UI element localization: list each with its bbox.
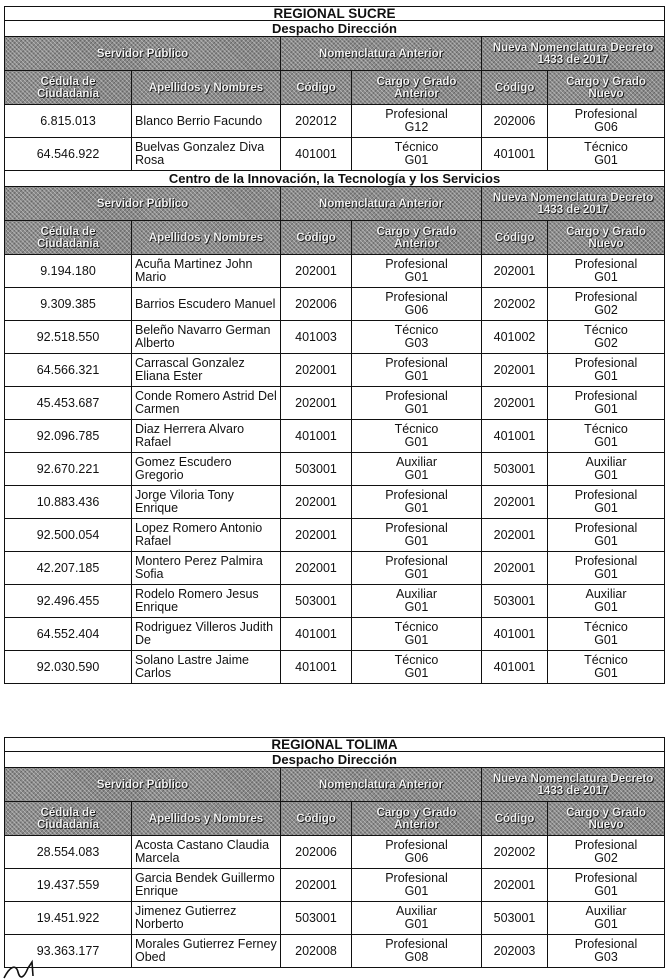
nombre-cell: Blanco Berrio Facundo	[132, 105, 281, 138]
cedula-cell: 28.554.083	[5, 836, 132, 869]
codigo-nuevo-cell: 401002	[482, 321, 548, 354]
header-codigo-anterior: Código	[281, 802, 352, 836]
cargo-anterior-cell	[352, 453, 482, 486]
nombre-cell: Carrascal Gonzalez Eliana Ester	[132, 354, 281, 387]
codigo-anterior-cell: 401001	[281, 420, 352, 453]
cargo-anterior: Auxiliar	[396, 587, 437, 601]
nombre-cell: Garcia Bendek Guillermo Enrique	[132, 869, 281, 902]
cedula-cell: 93.363.177	[5, 935, 132, 968]
codigo-nuevo-cell: 401001	[482, 618, 548, 651]
header-codigo-nuevo: Código	[482, 71, 548, 105]
header-servidor-publico: Servidor Público	[5, 37, 281, 71]
grado-nuevo: G01	[594, 435, 618, 449]
grado-anterior: G01	[404, 567, 429, 581]
nombre-cell: Acuña Martinez John Mario	[132, 255, 281, 288]
grado-nuevo: G06	[594, 120, 618, 134]
grado-nuevo: G02	[594, 851, 618, 865]
header-apellidos-nombres: Apellidos y Nombres	[132, 802, 281, 836]
codigo-nuevo-cell: 202003	[482, 935, 548, 968]
nombre-cell: Diaz Herrera Alvaro Rafael	[132, 420, 281, 453]
codigo-anterior-cell: 202001	[281, 255, 352, 288]
section-title: Despacho Dirección	[5, 752, 665, 768]
cargo-anterior-cell	[352, 138, 482, 171]
nombre-cell: Montero Perez Palmira Sofia	[132, 552, 281, 585]
grado-nuevo: G01	[594, 917, 618, 931]
grado-anterior: G01	[404, 402, 429, 416]
cargo-nuevo: Profesional	[574, 937, 638, 951]
cargo-anterior: Técnico	[394, 140, 439, 154]
cargo-anterior: Técnico	[394, 653, 439, 667]
cargo-nuevo: Profesional	[574, 554, 638, 568]
cedula-cell: 19.437.559	[5, 869, 132, 902]
header-codigo-anterior: Código	[281, 221, 352, 255]
codigo-anterior-cell: 202012	[281, 105, 352, 138]
table-row	[5, 453, 665, 486]
grado-anterior: G01	[404, 666, 429, 680]
header-servidor-publico: Servidor Público	[5, 187, 281, 221]
cargo-anterior-cell	[352, 255, 482, 288]
header-cedula: Cédula de Ciudadanía	[5, 71, 132, 105]
grado-anterior: G01	[404, 600, 429, 614]
header-codigo-nuevo: Código	[482, 221, 548, 255]
nombre-cell: Conde Romero Astrid Del Carmen	[132, 387, 281, 420]
grado-nuevo: G01	[594, 567, 618, 581]
cargo-nuevo: Profesional	[574, 290, 638, 304]
header-row-columns	[5, 802, 665, 836]
grado-nuevo: G01	[594, 468, 618, 482]
cargo-nuevo-cell	[548, 519, 665, 552]
cargo-nuevo-cell	[548, 935, 665, 968]
header-nomenclatura-anterior: Nomenclatura Anterior	[281, 768, 482, 802]
cargo-nuevo-cell	[548, 651, 665, 684]
cargo-anterior: Profesional	[385, 389, 448, 403]
cargo-anterior-cell	[352, 105, 482, 138]
table-row	[5, 585, 665, 618]
cedula-cell: 10.883.436	[5, 486, 132, 519]
cargo-anterior-cell	[352, 902, 482, 935]
cargo-nuevo-cell	[548, 354, 665, 387]
codigo-anterior-cell: 202001	[281, 387, 352, 420]
cargo-anterior: Profesional	[385, 257, 448, 271]
grado-anterior: G08	[404, 950, 429, 964]
cargo-nuevo: Profesional	[574, 838, 638, 852]
codigo-nuevo-cell: 202001	[482, 869, 548, 902]
cedula-cell: 92.030.590	[5, 651, 132, 684]
header-nueva-nomenclatura: Nueva Nomenclatura Decreto 1433 de 2017	[482, 37, 665, 71]
cargo-nuevo: Profesional	[574, 521, 638, 535]
codigo-nuevo-cell: 401001	[482, 420, 548, 453]
codigo-anterior-cell: 202006	[281, 836, 352, 869]
codigo-anterior-cell: 202008	[281, 935, 352, 968]
table-row	[5, 105, 665, 138]
cargo-nuevo-cell	[548, 453, 665, 486]
nombre-cell: Rodelo Romero Jesus Enrique	[132, 585, 281, 618]
cargo-nuevo-cell	[548, 902, 665, 935]
table-row	[5, 618, 665, 651]
cargo-anterior: Auxiliar	[396, 455, 437, 469]
cargo-anterior: Técnico	[394, 323, 439, 337]
header-nueva-nomenclatura: Nueva Nomenclatura Decreto 1433 de 2017	[482, 187, 665, 221]
cargo-nuevo: Profesional	[574, 488, 638, 502]
codigo-nuevo-cell: 202001	[482, 552, 548, 585]
cargo-anterior: Profesional	[385, 290, 448, 304]
cargo-nuevo-cell	[548, 420, 665, 453]
nombre-cell: Lopez Romero Antonio Rafael	[132, 519, 281, 552]
cedula-cell: 9.309.385	[5, 288, 132, 321]
table-row	[5, 321, 665, 354]
codigo-nuevo-cell: 503001	[482, 453, 548, 486]
grado-nuevo: G01	[594, 153, 618, 167]
cargo-nuevo: Profesional	[574, 107, 638, 121]
cargo-nuevo: Profesional	[574, 257, 638, 271]
codigo-anterior-cell: 202001	[281, 869, 352, 902]
grado-nuevo: G01	[594, 884, 618, 898]
cargo-anterior: Profesional	[385, 871, 448, 885]
table-row	[5, 869, 665, 902]
header-nueva-nomenclatura: Nueva Nomenclatura Decreto 1433 de 2017	[482, 768, 665, 802]
cargo-anterior-cell	[352, 519, 482, 552]
header-cargo-grado-nuevo: Cargo y Grado Nuevo	[548, 71, 665, 105]
codigo-anterior-cell: 401001	[281, 138, 352, 171]
cargo-nuevo: Auxiliar	[585, 904, 627, 918]
codigo-nuevo-cell: 202002	[482, 836, 548, 869]
header-servidor-publico: Servidor Público	[5, 768, 281, 802]
grado-anterior: G01	[404, 369, 429, 383]
grado-anterior: G03	[404, 336, 429, 350]
codigo-anterior-cell: 202001	[281, 354, 352, 387]
cargo-anterior-cell	[352, 935, 482, 968]
grado-nuevo: G01	[594, 501, 618, 515]
codigo-anterior-cell: 202001	[281, 552, 352, 585]
grado-nuevo: G03	[594, 950, 618, 964]
codigo-anterior-cell: 503001	[281, 902, 352, 935]
grado-anterior: G06	[404, 851, 429, 865]
cargo-anterior: Profesional	[385, 356, 448, 370]
section-row	[5, 21, 665, 37]
grado-anterior: G01	[404, 633, 429, 647]
header-codigo-anterior: Código	[281, 71, 352, 105]
header-cedula: Cédula de Ciudadanía	[5, 221, 132, 255]
cargo-anterior: Técnico	[394, 422, 439, 436]
cargo-nuevo: Auxiliar	[585, 587, 627, 601]
cargo-anterior-cell	[352, 420, 482, 453]
cargo-anterior-cell	[352, 321, 482, 354]
grado-anterior: G01	[404, 435, 429, 449]
nombre-cell: Jimenez Gutierrez Norberto	[132, 902, 281, 935]
header-row-top	[5, 768, 665, 802]
table-row	[5, 138, 665, 171]
header-cargo-grado-anterior: Cargo y Grado Anterior	[352, 221, 482, 255]
nombre-cell: Morales Gutierrez Ferney Obed	[132, 935, 281, 968]
header-cargo-grado-anterior: Cargo y Grado Anterior	[352, 802, 482, 836]
codigo-nuevo-cell: 401001	[482, 651, 548, 684]
cargo-nuevo-cell	[548, 387, 665, 420]
codigo-anterior-cell: 202006	[281, 288, 352, 321]
cargo-anterior: Técnico	[394, 620, 439, 634]
nombre-cell: Barrios Escudero Manuel	[132, 288, 281, 321]
header-cargo-grado-anterior: Cargo y Grado Anterior	[352, 71, 482, 105]
regional-sucre-table	[4, 6, 665, 684]
nombre-cell: Acosta Castano Claudia Marcela	[132, 836, 281, 869]
codigo-nuevo-cell: 401001	[482, 138, 548, 171]
nombre-cell: Rodriguez Villeros Judith De	[132, 618, 281, 651]
cargo-anterior-cell	[352, 836, 482, 869]
codigo-nuevo-cell: 202006	[482, 105, 548, 138]
header-cargo-grado-nuevo: Cargo y Grado Nuevo	[548, 221, 665, 255]
cedula-cell: 92.096.785	[5, 420, 132, 453]
cargo-nuevo: Técnico	[584, 653, 628, 667]
grado-anterior: G01	[404, 468, 429, 482]
codigo-nuevo-cell: 202001	[482, 387, 548, 420]
section-title: Despacho Dirección	[5, 21, 665, 37]
cargo-anterior-cell	[352, 618, 482, 651]
codigo-anterior-cell: 401003	[281, 321, 352, 354]
cargo-nuevo-cell	[548, 321, 665, 354]
regional-title: REGIONAL TOLIMA	[5, 738, 665, 752]
cargo-nuevo-cell	[548, 585, 665, 618]
grado-nuevo: G02	[594, 303, 618, 317]
header-codigo-nuevo: Código	[482, 802, 548, 836]
grado-anterior: G01	[404, 534, 429, 548]
header-apellidos-nombres: Apellidos y Nombres	[132, 221, 281, 255]
table-row	[5, 519, 665, 552]
signature-mark	[2, 958, 62, 980]
codigo-nuevo-cell: 202001	[482, 255, 548, 288]
cargo-anterior-cell	[352, 288, 482, 321]
cargo-nuevo-cell	[548, 836, 665, 869]
cargo-anterior-cell	[352, 585, 482, 618]
cargo-anterior: Profesional	[385, 107, 448, 121]
cargo-nuevo: Profesional	[574, 389, 638, 403]
table-row	[5, 836, 665, 869]
regional-title: REGIONAL SUCRE	[5, 7, 665, 21]
cargo-anterior-cell	[352, 387, 482, 420]
cedula-cell: 92.518.550	[5, 321, 132, 354]
nombre-cell: Solano Lastre Jaime Carlos	[132, 651, 281, 684]
grado-nuevo: G01	[594, 270, 618, 284]
cargo-nuevo: Técnico	[584, 323, 628, 337]
header-row-top	[5, 187, 665, 221]
cedula-cell: 6.815.013	[5, 105, 132, 138]
header-row-columns	[5, 71, 665, 105]
header-row-top	[5, 37, 665, 71]
codigo-anterior-cell: 202001	[281, 486, 352, 519]
grado-anterior: G01	[404, 917, 429, 931]
nombre-cell: Buelvas Gonzalez Diva Rosa	[132, 138, 281, 171]
grado-nuevo: G01	[594, 600, 618, 614]
table-row	[5, 902, 665, 935]
grado-anterior: G01	[404, 884, 429, 898]
codigo-nuevo-cell: 503001	[482, 585, 548, 618]
table-row	[5, 486, 665, 519]
codigo-nuevo-cell: 202001	[482, 354, 548, 387]
table-row	[5, 354, 665, 387]
cargo-anterior: Profesional	[385, 554, 448, 568]
table-row	[5, 552, 665, 585]
cedula-cell: 92.670.221	[5, 453, 132, 486]
cargo-anterior: Auxiliar	[396, 904, 437, 918]
cargo-nuevo-cell	[548, 486, 665, 519]
cargo-nuevo: Técnico	[584, 422, 628, 436]
cargo-anterior-cell	[352, 552, 482, 585]
grado-nuevo: G01	[594, 402, 618, 416]
cedula-cell: 19.451.922	[5, 902, 132, 935]
grado-anterior: G12	[404, 120, 429, 134]
cedula-cell: 64.546.922	[5, 138, 132, 171]
cargo-nuevo: Técnico	[584, 620, 628, 634]
cedula-cell: 42.207.185	[5, 552, 132, 585]
grado-anterior: G01	[404, 501, 429, 515]
cedula-cell: 92.496.455	[5, 585, 132, 618]
cargo-nuevo-cell	[548, 255, 665, 288]
cedula-cell: 9.194.180	[5, 255, 132, 288]
nombre-cell: Beleño Navarro German Alberto	[132, 321, 281, 354]
cargo-nuevo-cell	[548, 138, 665, 171]
table-row	[5, 935, 665, 968]
title-row	[5, 7, 665, 21]
grado-nuevo: G01	[594, 534, 618, 548]
codigo-anterior-cell: 503001	[281, 585, 352, 618]
cargo-anterior-cell	[352, 869, 482, 902]
cargo-anterior: Profesional	[385, 937, 448, 951]
codigo-anterior-cell: 401001	[281, 618, 352, 651]
codigo-anterior-cell: 503001	[281, 453, 352, 486]
cargo-anterior: Profesional	[385, 521, 448, 535]
cedula-cell: 92.500.054	[5, 519, 132, 552]
table-row	[5, 387, 665, 420]
regional-tolima-table	[4, 737, 665, 968]
header-nomenclatura-anterior: Nomenclatura Anterior	[281, 37, 482, 71]
header-row-columns	[5, 221, 665, 255]
grado-anterior: G01	[404, 153, 429, 167]
grado-nuevo: G01	[594, 633, 618, 647]
cargo-anterior: Profesional	[385, 838, 448, 852]
cargo-anterior-cell	[352, 354, 482, 387]
nombre-cell: Jorge Viloria Tony Enrique	[132, 486, 281, 519]
cargo-nuevo: Auxiliar	[585, 455, 627, 469]
table-row	[5, 651, 665, 684]
nombre-cell: Gomez Escudero Gregorio	[132, 453, 281, 486]
codigo-nuevo-cell: 503001	[482, 902, 548, 935]
table-row	[5, 288, 665, 321]
header-cedula: Cédula de Ciudadanía	[5, 802, 132, 836]
grado-anterior: G06	[404, 303, 429, 317]
table-row	[5, 255, 665, 288]
cargo-anterior: Profesional	[385, 488, 448, 502]
cargo-nuevo-cell	[548, 618, 665, 651]
cargo-anterior-cell	[352, 651, 482, 684]
grado-nuevo: G02	[594, 336, 618, 350]
cedula-cell: 64.566.321	[5, 354, 132, 387]
cargo-nuevo: Profesional	[574, 871, 638, 885]
cargo-nuevo-cell	[548, 288, 665, 321]
grado-nuevo: G01	[594, 666, 618, 680]
cargo-nuevo-cell	[548, 105, 665, 138]
grado-nuevo: G01	[594, 369, 618, 383]
cargo-anterior-cell	[352, 486, 482, 519]
codigo-anterior-cell: 202001	[281, 519, 352, 552]
cargo-nuevo-cell	[548, 869, 665, 902]
codigo-nuevo-cell: 202001	[482, 519, 548, 552]
header-apellidos-nombres: Apellidos y Nombres	[132, 71, 281, 105]
cargo-nuevo-cell	[548, 552, 665, 585]
codigo-anterior-cell: 401001	[281, 651, 352, 684]
header-nomenclatura-anterior: Nomenclatura Anterior	[281, 187, 482, 221]
codigo-nuevo-cell: 202001	[482, 486, 548, 519]
cedula-cell: 45.453.687	[5, 387, 132, 420]
section-row	[5, 752, 665, 768]
cargo-nuevo: Profesional	[574, 356, 638, 370]
grado-anterior: G01	[404, 270, 429, 284]
table-row	[5, 420, 665, 453]
cargo-nuevo: Técnico	[584, 140, 628, 154]
header-cargo-grado-nuevo: Cargo y Grado Nuevo	[548, 802, 665, 836]
title-row	[5, 738, 665, 752]
codigo-nuevo-cell: 202002	[482, 288, 548, 321]
cedula-cell: 64.552.404	[5, 618, 132, 651]
section-title: Centro de la Innovación, la Tecnología y los Servicios	[5, 171, 665, 187]
section-row	[5, 171, 665, 187]
